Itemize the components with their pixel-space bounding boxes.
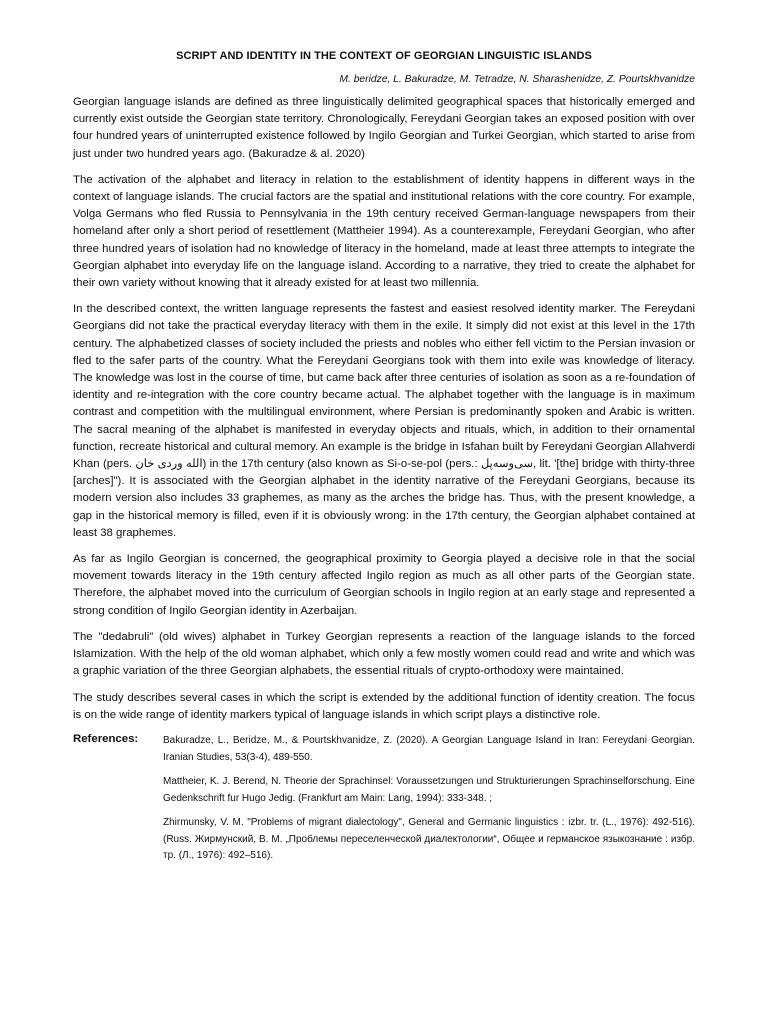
- reference-item: Zhirmunsky, V. M. "Problems of migrant dialectology", General and Germanic linguistics : izbr. tr. (L., 1976): 492-516). (Russ. Жирмунский, В. М. „Проблемы переселенческой диалектологии“, Общее и германское языкознание : избр. тр. (Л., 1976): 492–516).: [163, 817, 695, 862]
- references-label: References:: [73, 732, 139, 745]
- paragraph-fereydani: In the described context, the written language represents the fastest and easiest resolved identity marker. The Fereydani Georgians did not take the practical everyday literacy with them in the exile. It simply did not exist at this level in the 17th century. The alphabetized classes of society included the priests and nobles who either fell victim to the Persian invasion or fled to the safer parts of the country. What the Fereydani Georgians took with them into exile was knowledge of literacy. The knowledge was lost in the course of time, but came back after three centuries of isolation as soon as a re-foundation of identity and re-integration with the core country became actual. The alphabet together with the language is in maximum contrast and competition with the multilingual environment, where Persian is predominantly spoken and Arabic is written. The sacral meaning of the alphabet is manifested in everyday objects and rituals, which, in addition to their ornamental function, recreate historical and cultural memory. An example is the bridge in Isfahan built by Fereydani Georgian Allahverdi Khan (pers. الله وردی خان) in the 17th century (also known as Si-o-se-pol (pers.: سی‌وسه‌پل, lit. '[the] bridge with thirty-three [arches]"). It is associated with the Georgian alphabet in the identity narrative of the Fereydani Georgians, because its modern version also includes 33 graphemes, as many as the arches the bridge has. Thus, with the present knowledge, a gap in the historical memory is filled, even if it is obviously wrong: in the 17th century, the Georgian alphabet contained at least 38 graphemes.: [73, 303, 695, 539]
- paragraph-conclusion: The study describes several cases in which the script is extended by the additional function of identity creation. The focus is on the wide range of identity markers typical of language islands in which script plays a distinctive role.: [73, 691, 695, 721]
- references-list: [163, 733, 695, 873]
- reference-item: Mattheier, K. J. Berend, N. Theorie der Sprachinsel: Voraussetzungen und Strukturierungen Sprachinselforschung. Eine Gedenkschrift fur Hugo Jedig. (Frankfurt am Main: Lang, 1994): 333-348. ;: [163, 776, 695, 804]
- paragraph-activation: The activation of the alphabet and literacy in relation to the establishment of identity happens in different ways in the context of language islands. The crucial factors are the spatial and institutional relations with the core country. For example, Volga Germans who fled Russia to Pennsylvania in the 19th century received German-language newspapers from their homeland after only a short period of resettlement (Mattheier 1994). As a counterexample, Fereydani Georgian, who after three hundred years of isolation had no knowledge of literacy in the homeland, made at least three attempts to integrate the Georgian alphabet into everyday life on the language island. According to a narrative, they tried to create the alphabet for their own variety without knowing that it already existed for at least two millennia.: [73, 173, 695, 290]
- document-title: SCRIPT AND IDENTITY IN THE CONTEXT OF GEORGIAN LINGUISTIC ISLANDS: [176, 50, 592, 62]
- references-section: [73, 733, 695, 873]
- reference-item: Bakuradze, L., Beridze, M., & Pourtskhvanidze, Z. (2020). A Georgian Language Island in Iran: Fereydani Georgian. Iranian Studies, 53(3-4), 489-550.: [163, 734, 695, 763]
- authors-line: M. beridze, L. Bakuradze, M. Tetradze, N. Sharashenidze, Z. Pourtskhvanidze: [339, 74, 695, 85]
- paragraph-dedabruli: The "dedabruli" (old wives) alphabet in Turkey Georgian represents a reaction of the language islands to the forced Islamization. With the help of the old woman alphabet, which only a few mostly women could read and write and which was a graphic variation of the three Georgian alphabets, the essential rituals of crypto-orthodoxy were maintained.: [73, 630, 695, 678]
- paragraph-intro: Georgian language islands are defined as three linguistically delimited geographical spaces that historically emerged and currently exist outside the Georgian state territory. Chronologically, Fereydani Georgian takes an exposed position with over four hundred years of uninterrupted existence followed by Ingilo Georgian and Turkei Georgian, which started to arise from just under two hundred years ago. (Bakuradze & al. 2020): [73, 96, 695, 160]
- paragraph-ingilo: As far as Ingilo Georgian is concerned, the geographical proximity to Georgia played a decisive role in that the social movement towards literacy in the 19th century affected Ingilo region as much as all other parts of the Georgian state. Therefore, the alphabet moved into the curriculum of Georgian schools in Ingilo region at an early stage and represented a strong condition of Ingilo Georgian identity in Azerbaijan.: [73, 553, 695, 617]
